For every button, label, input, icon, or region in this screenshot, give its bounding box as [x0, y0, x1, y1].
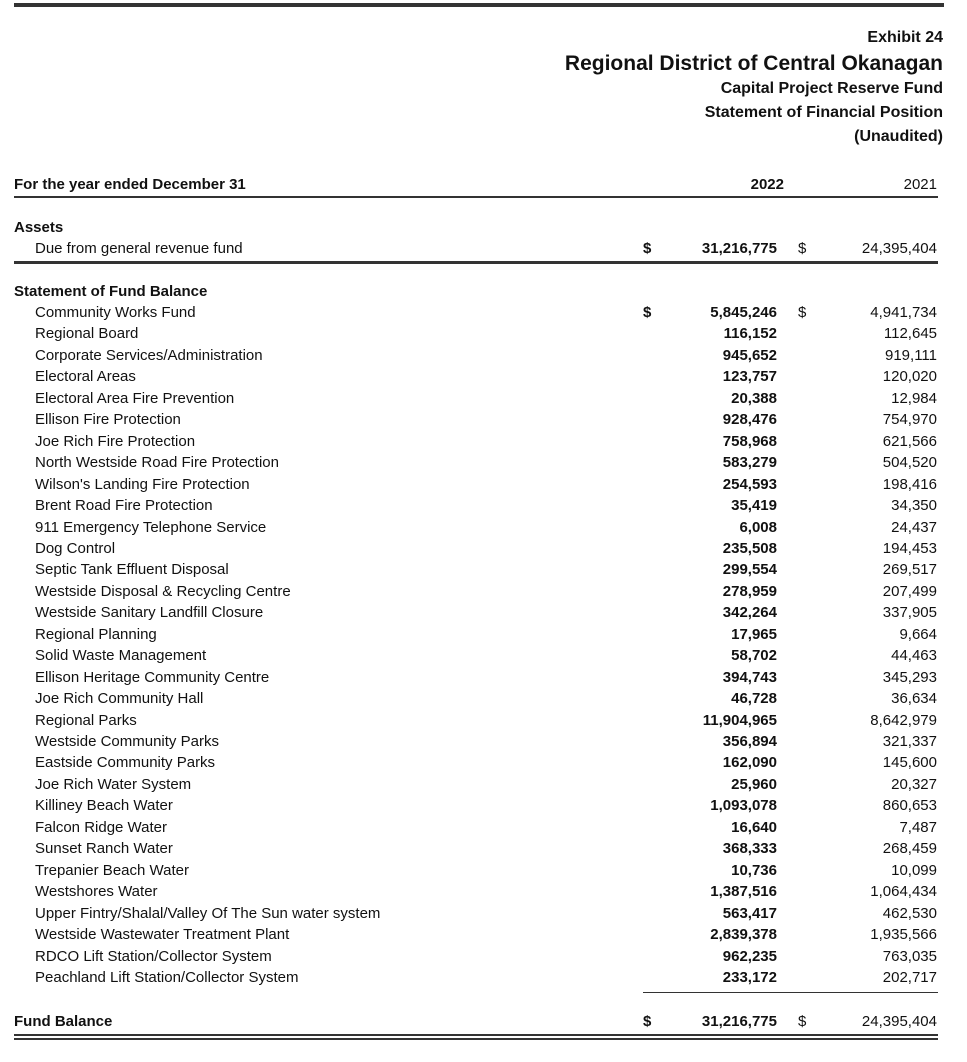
- fund-row-value-2021: 268,459: [882, 840, 937, 857]
- fund-row-value-2022: 25,960: [731, 776, 777, 793]
- fund-name: Capital Project Reserve Fund: [720, 80, 943, 97]
- total-value-2021: 24,395,404: [861, 1013, 937, 1030]
- fund-row-value-2021: 145,600: [882, 754, 937, 771]
- top-rule: [14, 3, 944, 7]
- fund-row-label: Electoral Area Fire Prevention: [35, 390, 235, 407]
- fund-row-label: Ellison Heritage Community Centre: [35, 669, 270, 686]
- fund-row-label: Joe Rich Fire Protection: [35, 433, 196, 450]
- fund-row-value-2022: 235,508: [722, 540, 777, 557]
- fund-row-label: Eastside Community Parks: [35, 754, 216, 771]
- fund-row-value-2021: 8,642,979: [870, 712, 937, 729]
- fund-row-value-2021: 754,970: [882, 411, 937, 428]
- exhibit-number: Exhibit 24: [867, 29, 943, 46]
- fund-row-value-2022: 394,743: [722, 669, 777, 686]
- fund-row-value-2022: 254,593: [722, 476, 777, 493]
- fund-row-value-2022: 35,419: [731, 497, 777, 514]
- fund-row-label: Peachland Lift Station/Collector System: [35, 969, 299, 986]
- fund-row-value-2022: 20,388: [731, 390, 777, 407]
- fund-row-label: North Westside Road Fire Protection: [35, 454, 279, 471]
- fund-row-value-2021: 621,566: [882, 433, 937, 450]
- fund-row-label: Joe Rich Water System: [35, 776, 192, 793]
- fund-row-value-2021: 860,653: [882, 797, 937, 814]
- fund-row-value-2021: 20,327: [891, 776, 937, 793]
- fund-row-value-2021: 202,717: [882, 969, 937, 986]
- fund-row-value-2021: 9,664: [899, 626, 937, 643]
- subtotal-rule: [643, 992, 938, 993]
- fund-row-value-2022: 162,090: [722, 754, 777, 771]
- fund-row-value-2022: 945,652: [722, 347, 777, 364]
- assets-value-2022: 31,216,775: [701, 240, 777, 257]
- fund-row-value-2022: 342,264: [722, 604, 777, 621]
- header-rule: [14, 196, 938, 198]
- assets-currency-2021: $: [798, 240, 807, 257]
- fund-row-value-2021: 36,634: [891, 690, 937, 707]
- total-label: Fund Balance: [14, 1013, 113, 1030]
- total-rule-upper: [14, 1034, 938, 1036]
- fund-row-value-2022: 1,093,078: [710, 797, 777, 814]
- fund-row-value-2021: 44,463: [891, 647, 937, 664]
- fund-row-value-2021: 504,520: [882, 454, 937, 471]
- fund-row-label: Electoral Areas: [35, 368, 136, 385]
- total-currency-2022: $: [643, 1013, 652, 1030]
- fund-row-value-2021: 198,416: [882, 476, 937, 493]
- fund-row-label: Brent Road Fire Protection: [35, 497, 213, 514]
- fund-row-value-2022: 758,968: [722, 433, 777, 450]
- fund-row-label: Killiney Beach Water: [35, 797, 173, 814]
- fund-currency-2021: $: [798, 304, 807, 321]
- fund-row-value-2022: 123,757: [722, 368, 777, 385]
- assets-currency-2022: $: [643, 240, 652, 257]
- fund-row-value-2022: 17,965: [731, 626, 777, 643]
- fund-row-label: Solid Waste Management: [35, 647, 207, 664]
- fund-row-value-2021: 337,905: [882, 604, 937, 621]
- fund-row-value-2022: 16,640: [731, 819, 777, 836]
- fund-row-label: Trepanier Beach Water: [35, 862, 189, 879]
- fund-row-label: Regional Board: [35, 325, 139, 342]
- fund-row-value-2021: 24,437: [891, 519, 937, 536]
- fund-row-value-2022: 5,845,246: [710, 304, 777, 321]
- fund-row-label: Westside Community Parks: [35, 733, 219, 750]
- fund-row-value-2021: 345,293: [882, 669, 937, 686]
- organization-name: Regional District of Central Okanagan: [564, 52, 943, 75]
- fund-row-value-2022: 583,279: [722, 454, 777, 471]
- fund-row-value-2022: 6,008: [739, 519, 777, 536]
- fund-row-label: 911 Emergency Telephone Service: [35, 519, 267, 536]
- total-value-2022: 31,216,775: [701, 1013, 777, 1030]
- column-header-2021: 2021: [903, 176, 937, 193]
- fund-row-label: Sunset Ranch Water: [35, 840, 173, 857]
- fund-row-value-2021: 7,487: [899, 819, 937, 836]
- period-label: For the year ended December 31: [14, 176, 246, 193]
- fund-row-value-2021: 120,020: [882, 368, 937, 385]
- fund-balance-section-heading: Statement of Fund Balance: [14, 283, 208, 300]
- fund-row-value-2022: 563,417: [722, 905, 777, 922]
- fund-row-value-2022: 962,235: [722, 948, 777, 965]
- total-rule-lower: [14, 1038, 938, 1040]
- fund-row-label: RDCO Lift Station/Collector System: [35, 948, 272, 965]
- fund-row-label: Westside Sanitary Landfill Closure: [35, 604, 264, 621]
- fund-row-value-2022: 58,702: [731, 647, 777, 664]
- fund-row-value-2021: 194,453: [882, 540, 937, 557]
- fund-row-value-2022: 116,152: [723, 325, 777, 342]
- fund-row-value-2022: 11,904,965: [702, 712, 777, 729]
- fund-row-value-2021: 919,111: [885, 347, 937, 364]
- fund-row-value-2021: 34,350: [891, 497, 937, 514]
- fund-row-value-2021: 112,645: [883, 325, 937, 342]
- fund-row-label: Corporate Services/Administration: [35, 347, 263, 364]
- fund-row-label: Westside Wastewater Treatment Plant: [35, 926, 290, 943]
- fund-row-label: Regional Parks: [35, 712, 137, 729]
- fund-row-value-2022: 368,333: [722, 840, 777, 857]
- fund-row-label: Falcon Ridge Water: [35, 819, 167, 836]
- fund-row-label: Upper Fintry/Shalal/Valley Of The Sun water system: [35, 905, 381, 922]
- fund-row-label: Septic Tank Effluent Disposal: [35, 561, 229, 578]
- fund-row-label: Wilson's Landing Fire Protection: [35, 476, 250, 493]
- fund-row-value-2022: 928,476: [722, 411, 777, 428]
- assets-heading: Assets: [14, 219, 64, 236]
- fund-row-value-2022: 10,736: [731, 862, 777, 879]
- fund-row-label: Ellison Fire Protection: [35, 411, 181, 428]
- fund-row-value-2021: 1,064,434: [870, 883, 937, 900]
- fund-row-value-2022: 2,839,378: [710, 926, 777, 943]
- statement-title: Statement of Financial Position: [704, 104, 943, 121]
- column-header-2022: 2022: [750, 176, 784, 193]
- fund-row-value-2021: 12,984: [891, 390, 937, 407]
- fund-row-label: Westside Disposal & Recycling Centre: [35, 583, 291, 600]
- fund-row-label: Dog Control: [35, 540, 116, 557]
- total-currency-2021: $: [798, 1013, 807, 1030]
- fund-row-value-2022: 356,894: [722, 733, 777, 750]
- fund-row-value-2022: 278,959: [722, 583, 777, 600]
- fund-currency-2022: $: [643, 304, 652, 321]
- fund-row-value-2022: 46,728: [731, 690, 777, 707]
- fund-row-value-2021: 207,499: [882, 583, 937, 600]
- fund-row-label: Joe Rich Community Hall: [35, 690, 204, 707]
- fund-row-value-2021: 4,941,734: [870, 304, 937, 321]
- fund-row-value-2021: 321,337: [882, 733, 937, 750]
- fund-row-value-2022: 299,554: [722, 561, 777, 578]
- fund-row-value-2021: 763,035: [882, 948, 937, 965]
- assets-row-label: Due from general revenue fund: [35, 240, 243, 257]
- fund-row-value-2021: 1,935,566: [870, 926, 937, 943]
- fund-row-value-2022: 1,387,516: [710, 883, 777, 900]
- fund-row-value-2021: 269,517: [882, 561, 937, 578]
- audit-status: (Unaudited): [854, 128, 943, 145]
- fund-row-value-2021: 462,530: [882, 905, 937, 922]
- fund-row-label: Regional Planning: [35, 626, 157, 643]
- assets-value-2021: 24,395,404: [861, 240, 937, 257]
- fund-row-label: Community Works Fund: [35, 304, 196, 321]
- fund-row-label: Westshores Water: [35, 883, 158, 900]
- fund-row-value-2021: 10,099: [891, 862, 937, 879]
- assets-rule: [14, 261, 938, 264]
- fund-row-value-2022: 233,172: [722, 969, 777, 986]
